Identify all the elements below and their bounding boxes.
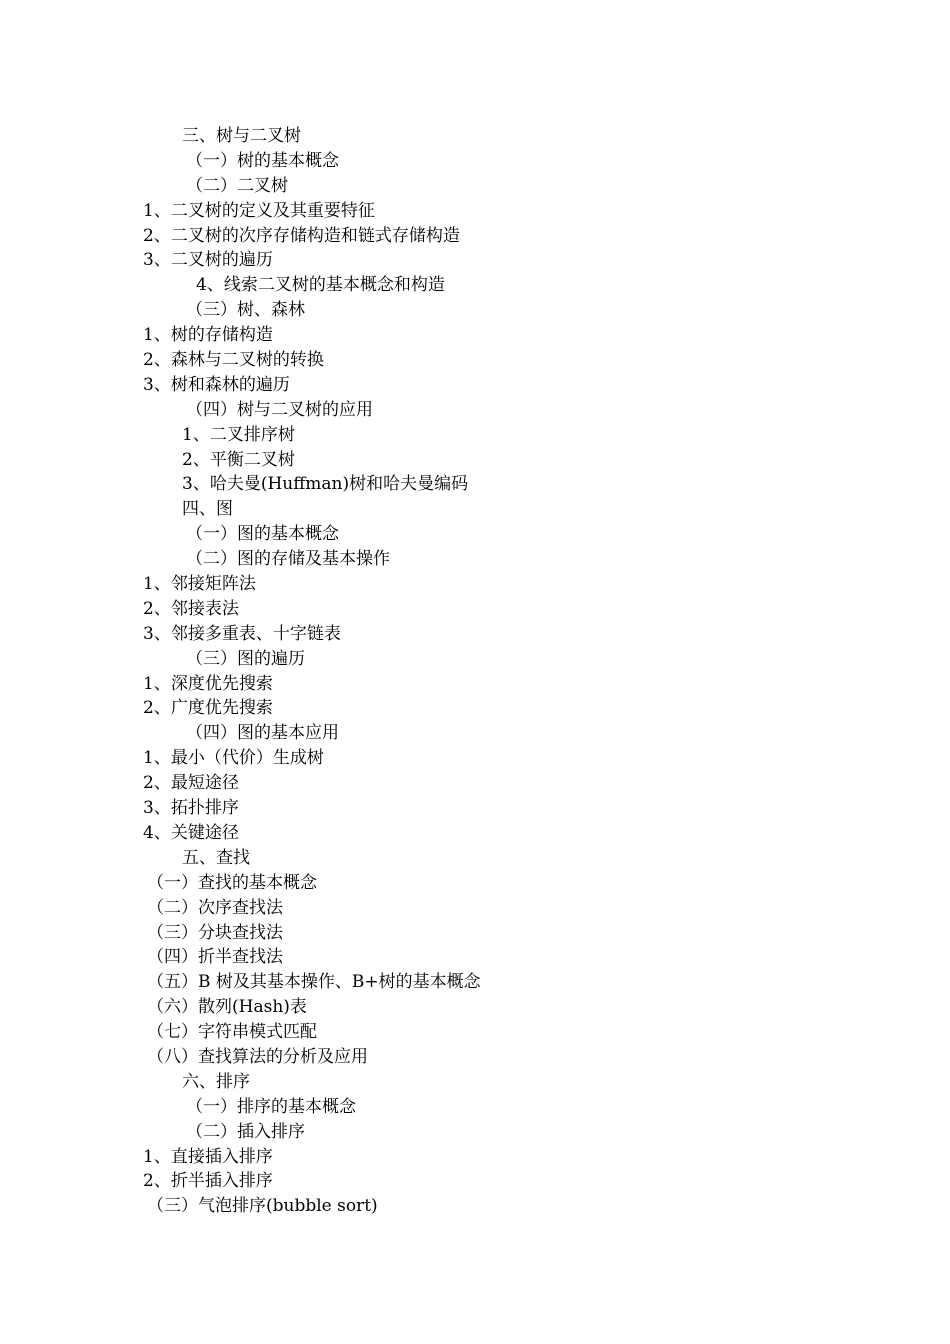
list-item: 1、邻接矩阵法 [143,574,256,595]
subsection-heading: （七）字符串模式匹配 [147,1022,317,1043]
subsection-heading: （一）图的基本概念 [186,524,339,545]
list-item: 3、二叉树的遍历 [143,250,273,271]
list-item: 2、森林与二叉树的转换 [143,350,324,371]
section-heading: 五、查找 [182,847,250,868]
subsection-heading: （五）B 树及其基本操作、B+树的基本概念 [147,972,481,993]
list-item: 2、邻接表法 [143,598,239,619]
list-item: 3、拓扑排序 [143,798,239,819]
list-item: 2、平衡二叉树 [182,449,295,470]
subsection-heading: （一）查找的基本概念 [147,872,317,893]
subsection-heading: （四）树与二叉树的应用 [186,399,373,420]
subsection-heading: （四）图的基本应用 [186,723,339,744]
subsection-heading: （一）排序的基本概念 [186,1096,356,1117]
subsection-heading: （八）查找算法的分析及应用 [147,1046,368,1067]
list-item: 1、二叉树的定义及其重要特征 [143,200,375,221]
list-item: 4、线索二叉树的基本概念和构造 [196,275,445,296]
subsection-heading: （三）气泡排序(bubble sort) [147,1196,378,1217]
list-item: 3、哈夫曼(Huffman)树和哈夫曼编码 [182,474,469,495]
list-item: 3、邻接多重表、十字链表 [143,623,341,644]
subsection-heading: （二）二叉树 [186,175,288,196]
outline-text [0,124,950,1219]
list-item: 1、树的存储构造 [143,325,273,346]
subsection-heading: （四）折半查找法 [147,947,283,968]
subsection-heading: （三）树、森林 [186,300,305,321]
subsection-heading: （三）图的遍历 [186,648,305,669]
list-item: 1、深度优先搜索 [143,673,273,694]
section-heading: 六、排序 [182,1071,250,1092]
list-item: 2、二叉树的次序存储构造和链式存储构造 [143,225,460,246]
list-item: 1、最小（代价）生成树 [143,748,324,769]
section-heading: 三、树与二叉树 [182,126,301,146]
list-item: 4、关键途径 [143,822,239,843]
list-item: 3、树和森林的遍历 [143,374,290,395]
list-item: 1、二叉排序树 [182,424,295,445]
subsection-heading: （二）次序查找法 [147,897,283,918]
subsection-heading: （二）图的存储及基本操作 [186,549,390,570]
list-item: 2、折半插入排序 [143,1171,273,1192]
subsection-heading: （一）树的基本概念 [186,150,339,171]
list-item: 1、直接插入排序 [143,1146,273,1167]
subsection-heading: （六）散列(Hash)表 [147,997,307,1018]
subsection-heading: （二）插入排序 [186,1121,305,1142]
list-item: 2、广度优先搜索 [143,698,273,719]
section-heading: 四、图 [182,499,233,520]
subsection-heading: （三）分块查找法 [147,922,283,943]
list-item: 2、最短途径 [143,773,239,794]
